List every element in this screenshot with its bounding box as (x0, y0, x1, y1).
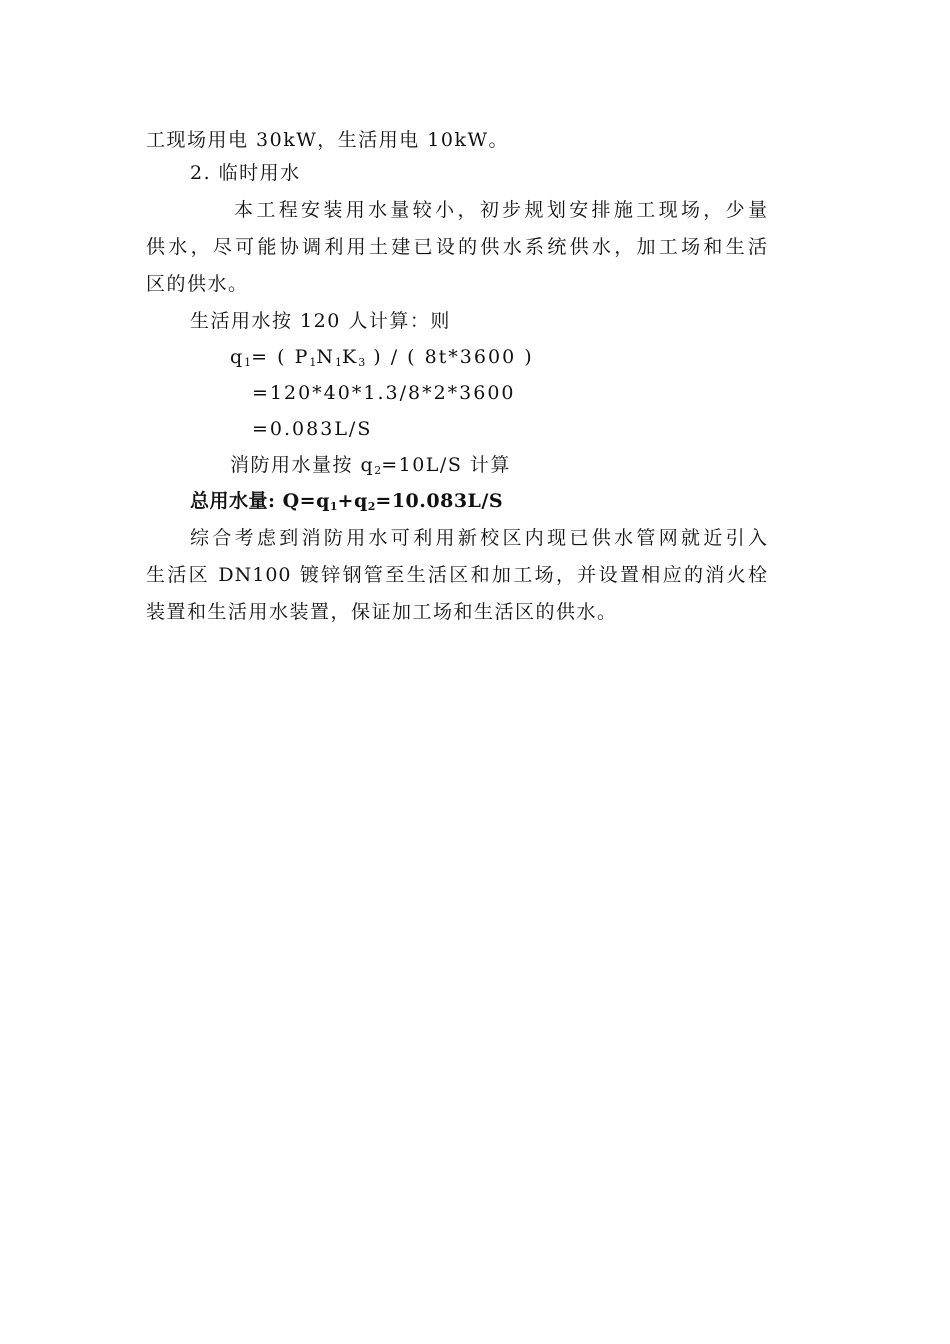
fire-water-line (230, 452, 511, 478)
fire-water-prefix: 消防用水量按 q (230, 454, 375, 476)
paragraph-line: 生活区 DN100 镀锌钢管至生活区和加工场，并设置相应的消火栓 (146, 564, 768, 586)
formula-close: ) / ( 8t*3600 ) (365, 346, 534, 368)
formula-q-subscript: 1 (244, 356, 252, 369)
total-water-subscript-1: 1 (329, 500, 338, 513)
paragraph-line: 供水，尽可能协调利用土建已设的供水系统供水，加工场和生活 (146, 236, 768, 258)
formula-n-symbol: N (316, 346, 335, 368)
total-water-subscript-2: 2 (367, 500, 376, 513)
text-line-power: 工现场用电 30kW，生活用电 10kW。 (146, 129, 510, 151)
total-water-line (190, 488, 503, 514)
formula-open: = ( P (251, 346, 310, 368)
paragraph-line: 本工程安装用水量较小，初步规划安排施工现场，少量 (234, 199, 768, 221)
paragraph-line: 综合考虑到消防用水可利用新校区内现已供水管网就近引入 (190, 527, 768, 549)
formula-step-3: =0.083L/S (252, 418, 373, 440)
formula-n-subscript: 1 (335, 356, 342, 369)
formula-p-subscript: 1 (309, 356, 317, 369)
total-water-mid: +q (337, 490, 368, 512)
paragraph-line: 装置和生活用水装置，保证加工场和生活区的供水。 (146, 601, 618, 623)
formula-q-symbol: q (230, 346, 245, 368)
formula-k-subscript: 3 (358, 356, 366, 369)
calc-intro: 生活用水按 120 人计算：则 (190, 310, 451, 332)
fire-water-subscript: 2 (374, 464, 382, 477)
section-heading-temporary-water: 2. 临时用水 (190, 162, 301, 184)
paragraph-line: 区的供水。 (146, 273, 249, 295)
formula-q1 (230, 344, 534, 370)
fire-water-suffix: =10L/S 计算 (381, 454, 511, 476)
formula-step-2: =120*40*1.3/8*2*3600 (252, 382, 516, 404)
total-water-prefix: 总用水量: Q=q (190, 490, 330, 512)
formula-k-symbol: K (342, 346, 359, 368)
total-water-suffix: =10.083L/S (375, 490, 504, 512)
